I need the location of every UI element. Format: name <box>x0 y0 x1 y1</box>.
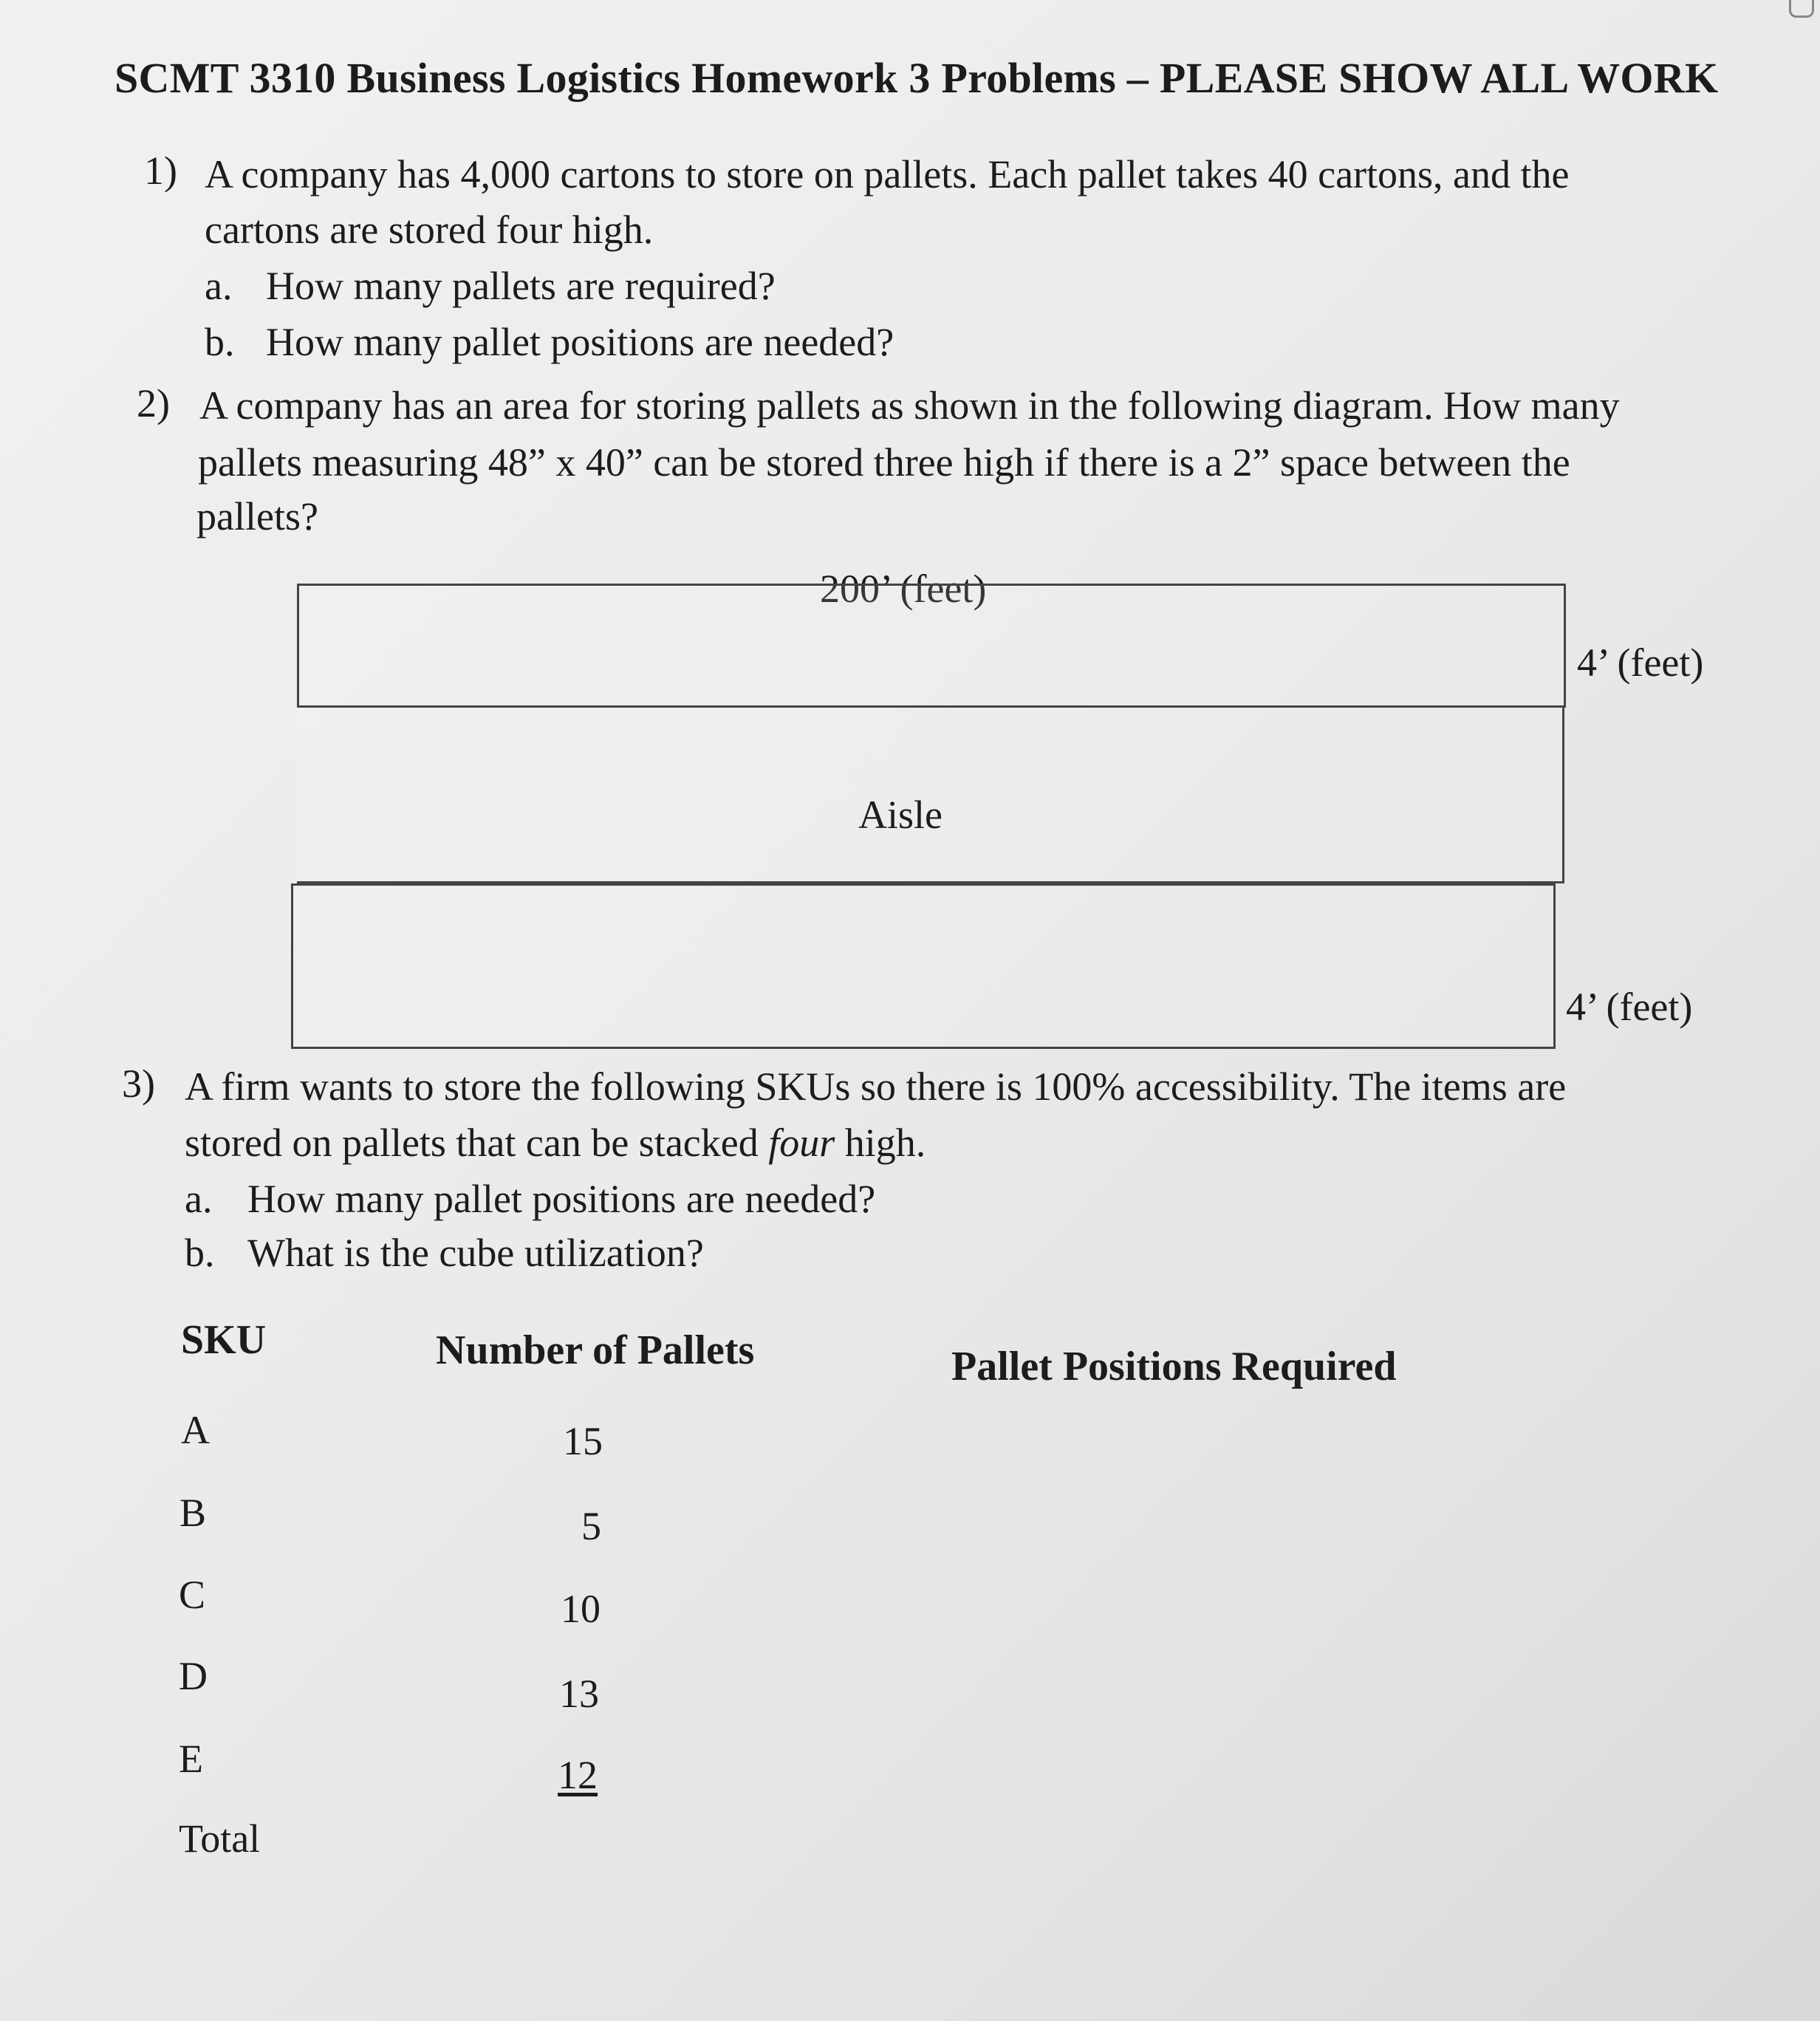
row-c-pallets: 10 <box>561 1587 601 1631</box>
problem3-number: 3) <box>122 1061 155 1106</box>
aisle-label: Aisle <box>858 793 942 837</box>
storage-rack-top <box>297 584 1566 708</box>
problem3-a-text: How many pallet positions are needed? <box>247 1177 876 1221</box>
problem1-b-text: How many pallet positions are needed? <box>266 320 894 364</box>
row-e-sku: E <box>179 1737 203 1781</box>
problem1-text-line1: A company has 4,000 cartons to store on pallets. Each pallet takes 40 cartons, and the <box>205 152 1570 196</box>
row-a-pallets: 15 <box>563 1419 603 1463</box>
problem2-text-line3: pallets? <box>196 494 318 538</box>
problem2-text-line1: A company has an area for storing pallets as shown in the following diagram. How many <box>199 383 1620 428</box>
header-number-of-pallets: Number of Pallets <box>436 1327 755 1373</box>
problem1-text-line2: cartons are stored four high. <box>205 208 654 252</box>
total-label: Total <box>179 1816 261 1861</box>
row-d-sku: D <box>179 1654 208 1698</box>
row-b-pallets: 5 <box>581 1504 601 1548</box>
diagram-length-label: 200’ (feet) <box>820 567 987 611</box>
header-pallet-positions-required: Pallet Positions Required <box>951 1344 1397 1389</box>
problem1-a-text: How many pallets are required? <box>266 264 776 308</box>
problem3-b-label: b. <box>185 1231 215 1275</box>
page-title: SCMT 3310 Business Logistics Homework 3 Problems – PLEASE SHOW ALL WORK <box>114 54 1719 102</box>
problem3-text-line2-after: high. <box>835 1121 926 1165</box>
problem2-number: 2) <box>137 381 170 425</box>
row-b-sku: B <box>179 1491 207 1535</box>
problem3-text-line2 <box>185 1120 926 1166</box>
header-sku: SKU <box>181 1317 267 1363</box>
row-c-sku: C <box>179 1573 206 1617</box>
row-e-pallets: 12 <box>558 1753 598 1797</box>
problem2-text-line2: pallets measuring 48” x 40” can be stored three high if there is a 2” space between the <box>198 440 1570 485</box>
problem1-b-label: b. <box>205 320 235 364</box>
problem3-text-line2-italic: four <box>768 1121 835 1165</box>
problem1-number: 1) <box>144 148 177 193</box>
diagram-bottom-depth-label: 4’ (feet) <box>1566 985 1693 1029</box>
problem3-b-text: What is the cube utilization? <box>247 1231 704 1275</box>
storage-rack-bottom <box>291 883 1556 1049</box>
problem1-a-label: a. <box>205 264 233 308</box>
row-d-pallets: 13 <box>559 1672 599 1716</box>
problem3-text-line2-before: stored on pallets that can be stacked <box>185 1121 769 1165</box>
row-a-sku: A <box>181 1408 210 1452</box>
problem3-text-line1: A firm wants to store the following SKUs so there is 100% accessibility. The items are <box>185 1064 1567 1109</box>
problem3-a-label: a. <box>185 1177 213 1221</box>
diagram-top-depth-label: 4’ (feet) <box>1577 640 1704 685</box>
corner-mark <box>1789 0 1814 18</box>
